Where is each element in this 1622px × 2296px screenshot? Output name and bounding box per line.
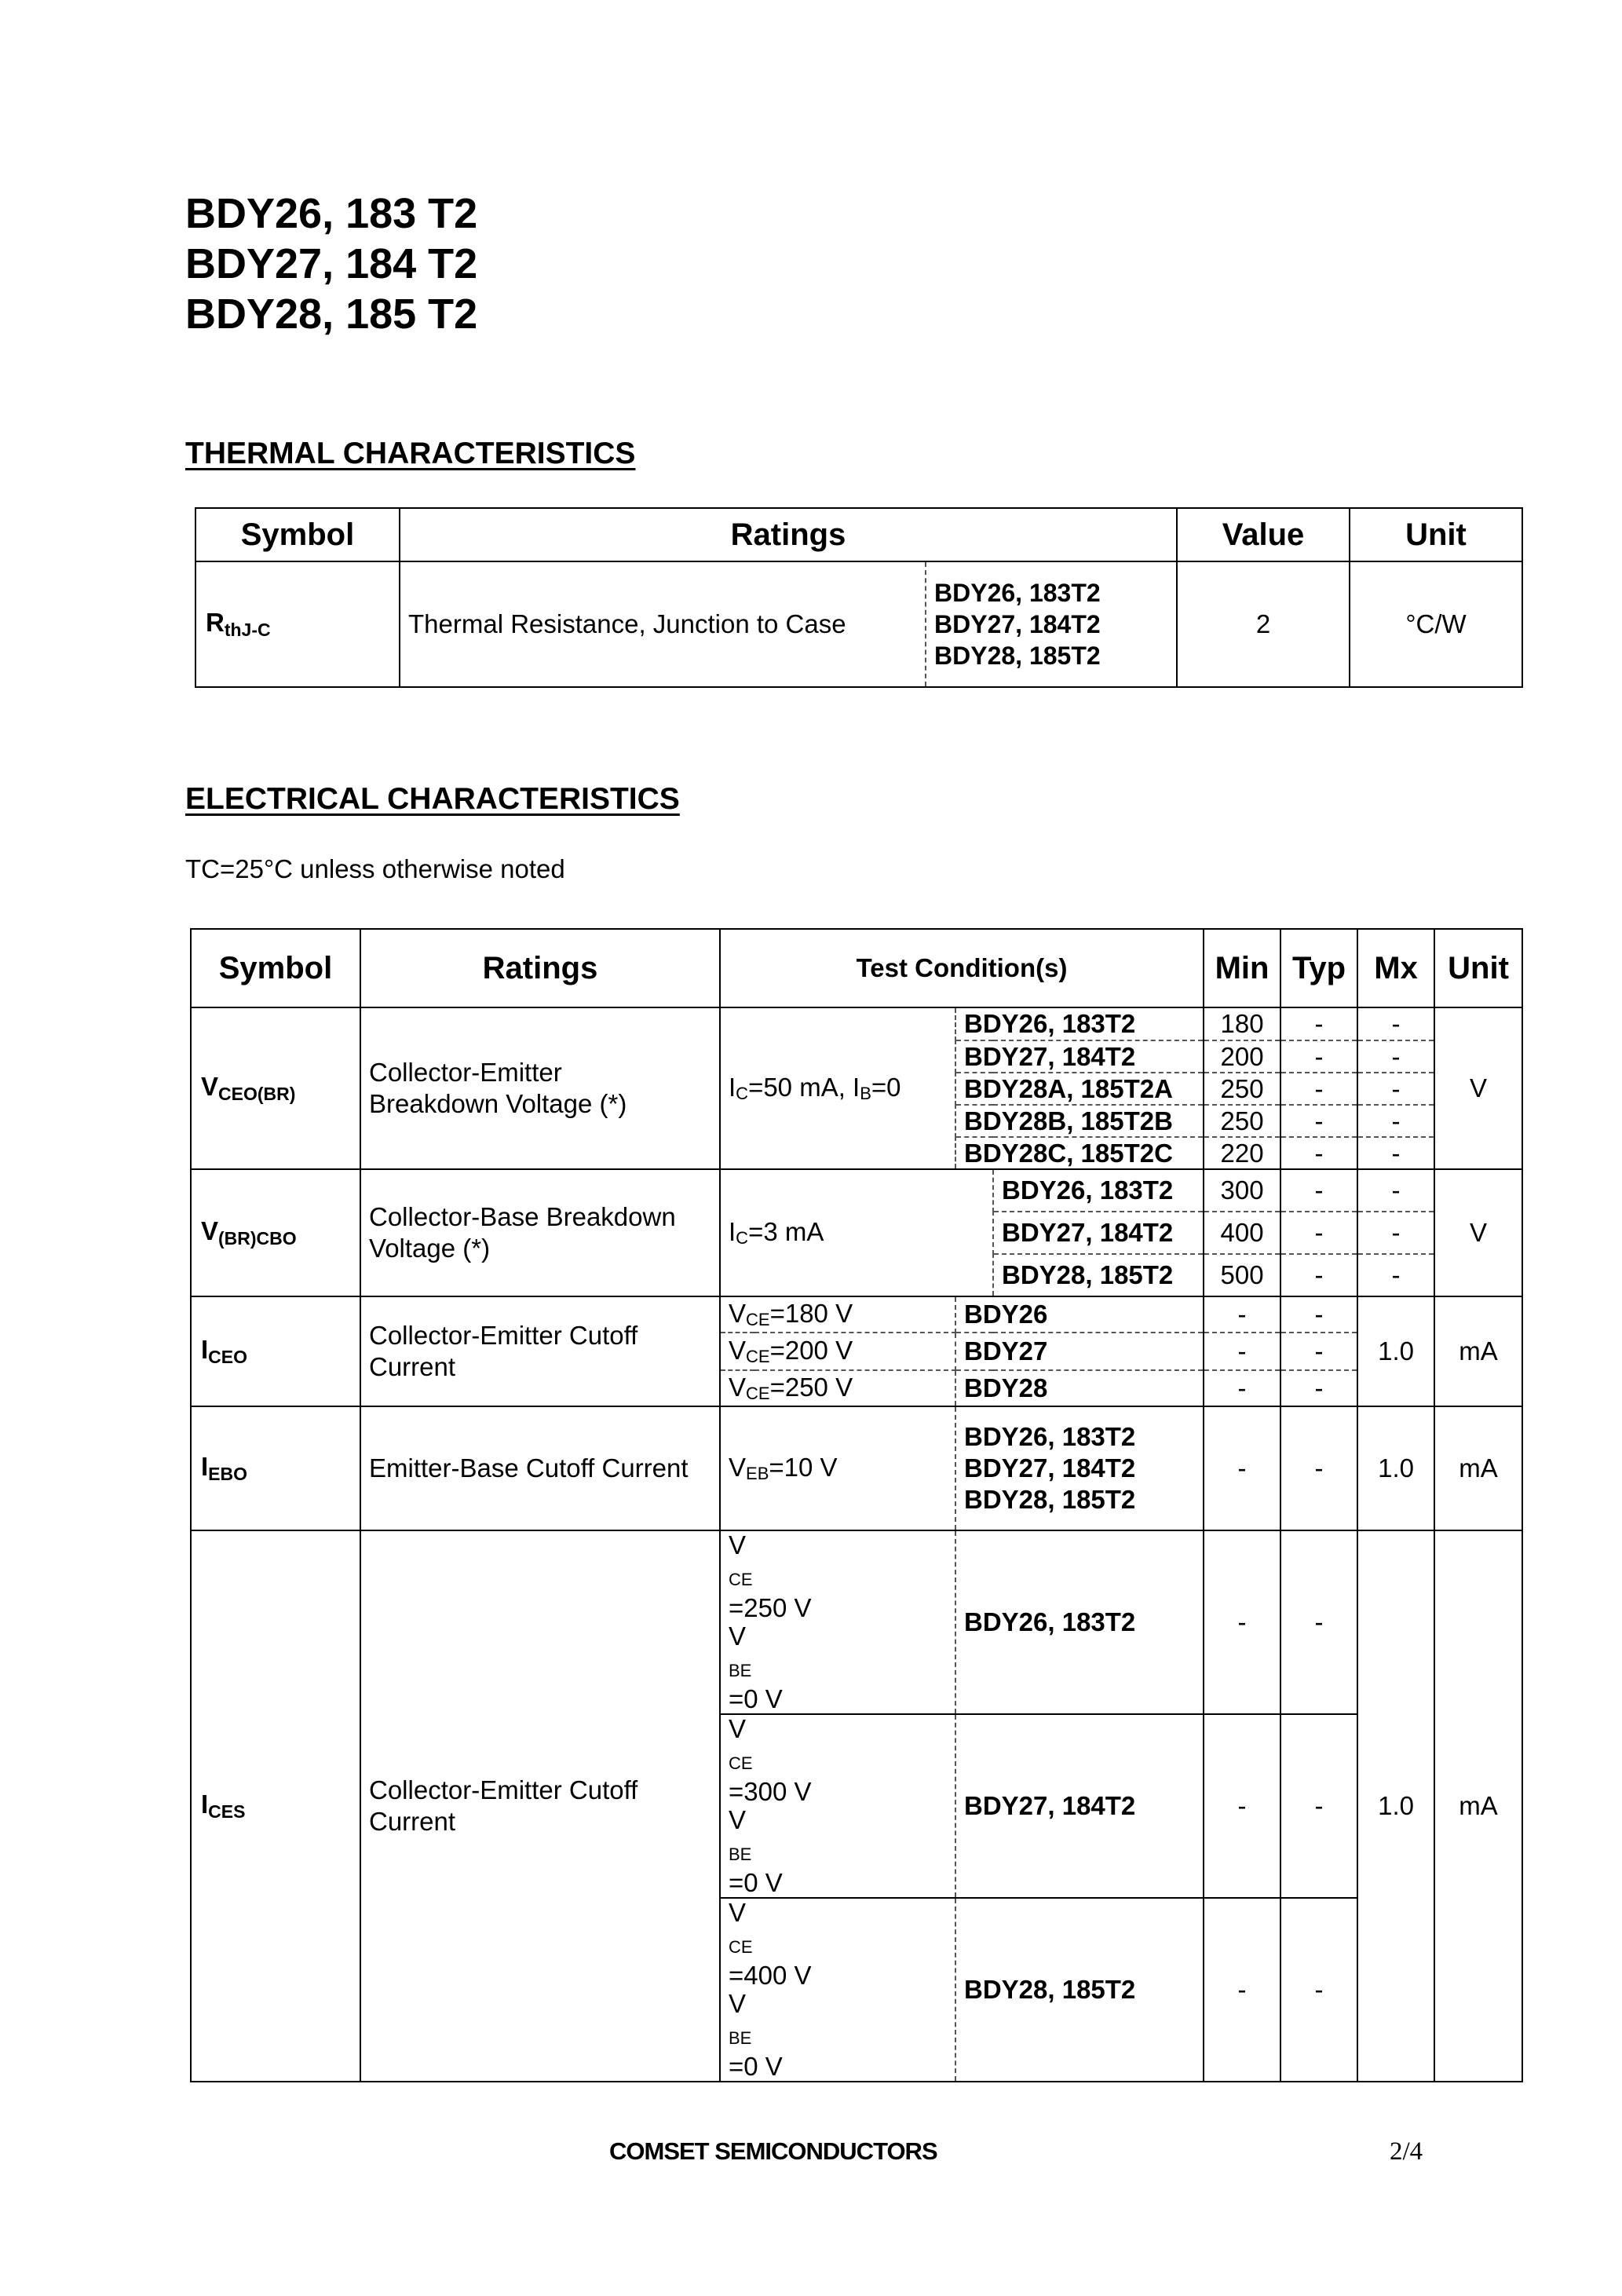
iebo-typ: - — [1280, 1406, 1357, 1530]
elec-header-ratings: Ratings — [360, 929, 720, 1007]
vceo-typ: - — [1280, 1073, 1357, 1105]
vceo-typ: - — [1280, 1007, 1357, 1040]
thermal-header-ratings: Ratings — [400, 508, 1177, 561]
vceo-max: - — [1357, 1105, 1434, 1137]
vceo-rating: Collector-Emitter Breakdown Voltage (*) — [360, 1007, 720, 1169]
vcbo-min: 400 — [1204, 1212, 1280, 1254]
ices-typ: - — [1280, 1714, 1357, 1898]
thermal-unit: °C/W — [1350, 561, 1522, 687]
vceo-max: - — [1357, 1073, 1434, 1105]
vcbo-row-1 — [191, 1169, 1522, 1212]
iebo-rating: Emitter-Base Cutoff Current — [360, 1406, 720, 1530]
vceo-condition: $I_C=50$ mA, $I_B=0$ — [720, 1007, 955, 1169]
vcbo-typ: - — [1280, 1169, 1357, 1212]
iceo-device: BDY28 — [955, 1370, 1204, 1406]
vcbo-device: BDY28, 185T2 — [993, 1254, 1204, 1296]
ices-condition: V $_{CE}$ =250 V V $_{BE}$ =0 V — [720, 1530, 955, 1714]
page-number: 2/4 — [1390, 2137, 1423, 2166]
ices-typ: - — [1280, 1898, 1357, 2082]
elec-header-typ: Typ — [1280, 929, 1357, 1007]
vcbo-device: BDY26, 183T2 — [993, 1169, 1204, 1212]
vceo-max: - — [1357, 1137, 1434, 1169]
thermal-row — [195, 561, 1522, 687]
footer-company: COMSET SEMICONDUCTORS — [609, 2137, 937, 2165]
iceo-typ: - — [1280, 1296, 1357, 1333]
vceo-min: 250 — [1204, 1073, 1280, 1105]
iebo-condition: $V_{EB}=10$ V — [720, 1406, 955, 1530]
vceo-device: BDY27, 184T2 — [955, 1040, 1204, 1073]
vceo-typ: - — [1280, 1105, 1357, 1137]
vceo-device: BDY28B, 185T2B — [955, 1105, 1204, 1137]
ices-row-1 — [191, 1530, 1522, 1714]
ices-symbol: $I_{CES}$ — [191, 1530, 360, 2082]
iceo-typ: - — [1280, 1370, 1357, 1406]
iebo-unit: mA — [1434, 1406, 1522, 1530]
vceo-symbol: $V_{CEO(BR)}$ — [191, 1007, 360, 1169]
vcbo-max: - — [1357, 1169, 1434, 1212]
vcbo-typ: - — [1280, 1212, 1357, 1254]
iceo-device: BDY26 — [955, 1296, 1204, 1333]
elec-header-test: Test Condition(s) — [720, 929, 1204, 1007]
vceo-typ: - — [1280, 1040, 1357, 1073]
elec-header-max: Mx — [1357, 929, 1434, 1007]
ices-min: - — [1204, 1714, 1280, 1898]
iceo-symbol: $I_{CEO}$ — [191, 1296, 360, 1406]
vceo-min: 250 — [1204, 1105, 1280, 1137]
ices-min: - — [1204, 1530, 1280, 1714]
vceo-unit: V — [1434, 1007, 1522, 1169]
thermal-heading: THERMAL CHARACTERISTICS — [185, 437, 636, 470]
title-line-2: BDY27, 184 T2 — [185, 240, 478, 287]
iebo-max: 1.0 — [1357, 1406, 1434, 1530]
iceo-min: - — [1204, 1370, 1280, 1406]
vceo-device: BDY28C, 185T2C — [955, 1137, 1204, 1169]
electrical-heading: ELECTRICAL CHARACTERISTICS — [185, 782, 680, 816]
thermal-rating: Thermal Resistance, Junction to Case — [400, 561, 926, 687]
ices-rating: Collector-Emitter Cutoff Current — [360, 1530, 720, 2082]
vcbo-max: - — [1357, 1254, 1434, 1296]
vceo-device: BDY28A, 185T2A — [955, 1073, 1204, 1105]
thermal-header-symbol: Symbol — [195, 508, 400, 561]
vcbo-min: 300 — [1204, 1169, 1280, 1212]
iceo-unit: mA — [1434, 1296, 1522, 1406]
iceo-typ: - — [1280, 1333, 1357, 1370]
vcbo-rating: Collector-Base Breakdown Voltage (*) — [360, 1169, 720, 1296]
vceo-min: 180 — [1204, 1007, 1280, 1040]
iceo-device: BDY27 — [955, 1333, 1204, 1370]
title-line-3: BDY28, 185 T2 — [185, 291, 478, 338]
vceo-min: 220 — [1204, 1137, 1280, 1169]
iceo-min: - — [1204, 1296, 1280, 1333]
vcbo-device: BDY27, 184T2 — [993, 1212, 1204, 1254]
iceo-condition: $V_{CE}=250$ V — [720, 1370, 955, 1406]
thermal-symbol: $R_{thJ-C}$ — [195, 561, 400, 687]
electrical-table — [190, 928, 1523, 2082]
conditions-note: TC=25°C unless otherwise noted — [185, 854, 565, 883]
thermal-table — [195, 507, 1523, 688]
thermal-value: 2 — [1177, 561, 1350, 687]
elec-header-unit: Unit — [1434, 929, 1522, 1007]
iceo-max: 1.0 — [1357, 1296, 1434, 1406]
thermal-header-unit: Unit — [1350, 508, 1522, 561]
ices-condition: V $_{CE}$ =400 V V $_{BE}$ =0 V — [720, 1898, 955, 2082]
elec-header-symbol: Symbol — [191, 929, 360, 1007]
vceo-row-1 — [191, 1007, 1522, 1040]
vcbo-max: - — [1357, 1212, 1434, 1254]
vceo-min: 200 — [1204, 1040, 1280, 1073]
vcbo-unit: V — [1434, 1169, 1522, 1296]
iebo-row — [191, 1406, 1522, 1530]
ices-max: 1.0 — [1357, 1530, 1434, 2082]
ices-unit: mA — [1434, 1530, 1522, 2082]
vceo-max: - — [1357, 1007, 1434, 1040]
iceo-row-1 — [191, 1296, 1522, 1333]
ices-device: BDY27, 184T2 — [955, 1714, 1204, 1898]
iebo-devices: BDY26, 183T2 BDY27, 184T2 BDY28, 185T2 — [955, 1406, 1204, 1530]
vcbo-symbol: $V_{(BR)CBO}$ — [191, 1169, 360, 1296]
ices-device: BDY28, 185T2 — [955, 1898, 1204, 2082]
vcbo-typ: - — [1280, 1254, 1357, 1296]
page-title — [185, 188, 477, 339]
iceo-rating: Collector-Emitter Cutoff Current — [360, 1296, 720, 1406]
vceo-device: BDY26, 183T2 — [955, 1007, 1204, 1040]
title-line-1: BDY26, 183 T2 — [185, 190, 478, 237]
thermal-header-row — [195, 508, 1522, 561]
thermal-header-value: Value — [1177, 508, 1350, 561]
vcbo-min: 500 — [1204, 1254, 1280, 1296]
iceo-condition: $V_{CE}=180$ V — [720, 1296, 955, 1333]
ices-typ: - — [1280, 1530, 1357, 1714]
ices-device: BDY26, 183T2 — [955, 1530, 1204, 1714]
ices-condition: V $_{CE}$ =300 V V $_{BE}$ =0 V — [720, 1714, 955, 1898]
vcbo-condition: $I_C=3$ mA — [720, 1169, 993, 1296]
elec-header-min: Min — [1204, 929, 1280, 1007]
electrical-header-row — [191, 929, 1522, 1007]
iceo-condition: $V_{CE}=200$ V — [720, 1333, 955, 1370]
iebo-symbol: $I_{EBO}$ — [191, 1406, 360, 1530]
vceo-max: - — [1357, 1040, 1434, 1073]
iceo-min: - — [1204, 1333, 1280, 1370]
vceo-typ: - — [1280, 1137, 1357, 1169]
thermal-devices: BDY26, 183T2 BDY27, 184T2 BDY28, 185T2 — [926, 561, 1177, 687]
ices-min: - — [1204, 1898, 1280, 2082]
iebo-min: - — [1204, 1406, 1280, 1530]
